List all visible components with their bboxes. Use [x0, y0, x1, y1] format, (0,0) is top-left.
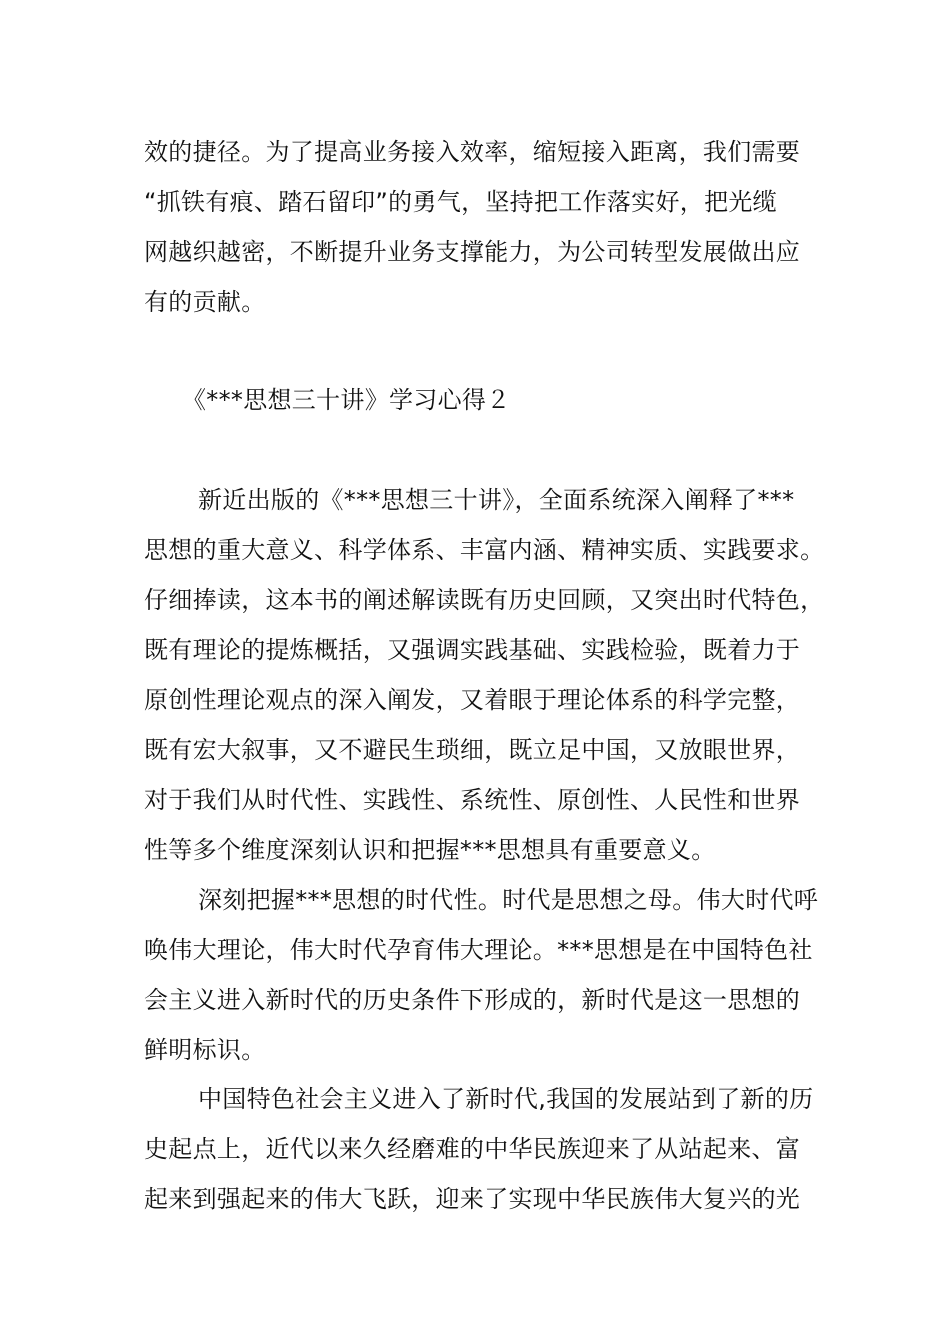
section-title: 《***思想三十讲》学习心得２ [182, 386, 511, 414]
paragraph-1-line-3: 仔细捧读，这本书的阐述解读既有历史回顾，又突出时代特色， [144, 586, 825, 614]
paragraph-2-line-1: 深刻把握***思想的时代性。时代是思想之母。伟大时代呼 [198, 886, 819, 914]
paragraph-1-line-5: 原创性理论观点的深入阐发，又着眼于理论体系的科学完整， [144, 686, 801, 714]
paragraph-3-line-3: 起来到强起来的伟大飞跃，迎来了实现中华民族伟大复兴的光 [144, 1185, 801, 1213]
continuation-line-4: 有的贡献。 [144, 288, 266, 316]
continuation-line-1: 效的捷径。为了提高业务接入效率，缩短接入距离，我们需要 [144, 138, 801, 166]
paragraph-1-line-7: 对于我们从时代性、实践性、系统性、原创性、人民性和世界 [144, 786, 801, 814]
paragraph-1-line-6: 既有宏大叙事，又不避民生琐细，既立足中国，又放眼世界， [144, 736, 801, 764]
paragraph-1-line-2: 思想的重大意义、科学体系、丰富内涵、精神实质、实践要求。 [144, 536, 825, 564]
paragraph-3-line-1: 中国特色社会主义进入了新时代,我国的发展站到了新的历 [198, 1085, 814, 1113]
paragraph-2-line-2: 唤伟大理论，伟大时代孕育伟大理论。***思想是在中国特色社 [144, 936, 813, 964]
paragraph-3-line-2: 史起点上，近代以来久经磨难的中华民族迎来了从站起来、富 [144, 1135, 801, 1163]
continuation-line-3: 网越织越密，不断提升业务支撑能力，为公司转型发展做出应 [144, 238, 801, 266]
paragraph-2-line-4: 鲜明标识。 [144, 1036, 266, 1064]
paragraph-1-line-4: 既有理论的提炼概括，又强调实践基础、实践检验，既着力于 [144, 636, 801, 664]
paragraph-1-line-8: 性等多个维度深刻认识和把握***思想具有重要意义。 [144, 836, 716, 864]
continuation-line-2: “抓铁有痕、踏石留印”的勇气，坚持把工作落实好，把光缆 [144, 188, 777, 216]
paragraph-2-line-3: 会主义进入新时代的历史条件下形成的，新时代是这一思想的 [144, 986, 801, 1014]
paragraph-1-line-1: 新近出版的《***思想三十讲》，全面系统深入阐释了*** [198, 486, 795, 514]
